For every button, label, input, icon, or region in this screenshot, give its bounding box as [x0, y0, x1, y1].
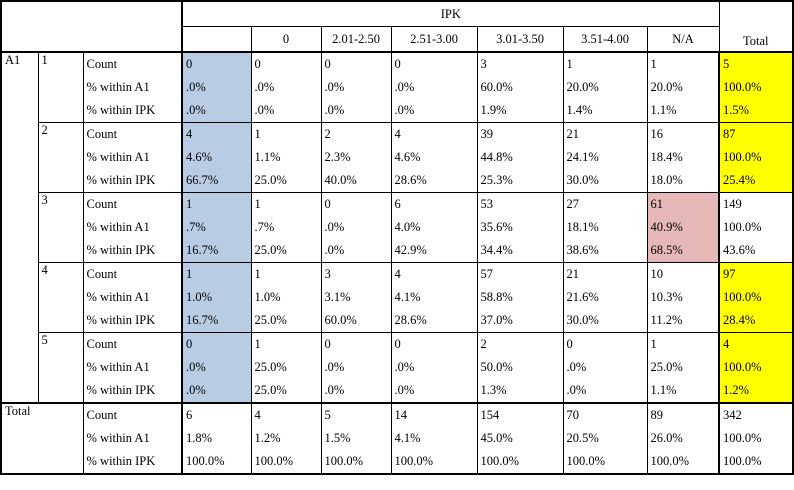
- value-cell: 1: [182, 263, 251, 287]
- value-cell: 25.0%: [647, 356, 719, 379]
- value-cell: 5: [321, 403, 391, 427]
- value-cell: .7%: [182, 216, 251, 239]
- value-cell: 57: [477, 263, 563, 287]
- row-var-label: A1: [1, 52, 38, 403]
- table-row: [1, 52, 793, 76]
- value-cell: 45.0%: [477, 427, 563, 450]
- value-cell: 0: [251, 52, 321, 76]
- ipk-column-header: 2.01-2.50: [321, 27, 391, 53]
- value-cell: 1.8%: [182, 427, 251, 450]
- value-cell: 38.6%: [563, 239, 647, 263]
- value-cell: 1: [251, 263, 321, 287]
- value-cell: 0: [321, 52, 391, 76]
- table-row: [1, 450, 793, 474]
- value-cell: 27: [563, 193, 647, 217]
- value-cell: 10: [647, 263, 719, 287]
- stat-label: % within IPK: [83, 239, 182, 263]
- table-row: [1, 309, 793, 333]
- value-cell: 1: [182, 193, 251, 217]
- total-cell: 100.0%: [719, 286, 793, 309]
- value-cell: 70: [563, 403, 647, 427]
- stat-label: Count: [83, 333, 182, 357]
- value-cell: 58.8%: [477, 286, 563, 309]
- value-cell: .0%: [321, 76, 391, 99]
- value-cell: 25.3%: [477, 169, 563, 193]
- value-cell: 11.2%: [647, 309, 719, 333]
- total-cell: 87: [719, 123, 793, 147]
- value-cell: 24.1%: [563, 146, 647, 169]
- total-cell: 100.0%: [719, 146, 793, 169]
- total-cell: 4: [719, 333, 793, 357]
- stat-label: % within A1: [83, 216, 182, 239]
- value-cell: 50.0%: [477, 356, 563, 379]
- total-cell: 1.5%: [719, 99, 793, 123]
- value-cell: 35.6%: [477, 216, 563, 239]
- value-cell: 18.4%: [647, 146, 719, 169]
- value-cell: 68.5%: [647, 239, 719, 263]
- value-cell: .0%: [182, 379, 251, 403]
- total-cell: 100.0%: [719, 216, 793, 239]
- value-cell: 28.6%: [391, 169, 477, 193]
- table-row: [1, 99, 793, 123]
- total-column-header: Total: [719, 1, 793, 52]
- value-cell: 89: [647, 403, 719, 427]
- value-cell: 1.1%: [647, 379, 719, 403]
- stat-label: % within IPK: [83, 450, 182, 474]
- total-cell: 97: [719, 263, 793, 287]
- value-cell: 20.0%: [563, 76, 647, 99]
- ipk-group-label: IPK: [182, 1, 719, 27]
- value-cell: 60.0%: [477, 76, 563, 99]
- value-cell: 0: [321, 333, 391, 357]
- value-cell: 100.0%: [563, 450, 647, 474]
- value-cell: .0%: [321, 356, 391, 379]
- stat-label: % within A1: [83, 427, 182, 450]
- value-cell: 25.0%: [251, 379, 321, 403]
- total-cell: 28.4%: [719, 309, 793, 333]
- value-cell: 28.6%: [391, 309, 477, 333]
- value-cell: 16: [647, 123, 719, 147]
- value-cell: 25.0%: [251, 169, 321, 193]
- table-row: [1, 263, 793, 287]
- value-cell: 40.9%: [647, 216, 719, 239]
- ipk-column-header: 3.51-4.00: [563, 27, 647, 53]
- value-cell: 2: [477, 333, 563, 357]
- value-cell: 34.4%: [477, 239, 563, 263]
- value-cell: 4: [391, 123, 477, 147]
- value-cell: 4: [182, 123, 251, 147]
- value-cell: 42.9%: [391, 239, 477, 263]
- ipk-column-header: N/A: [647, 27, 719, 53]
- value-cell: 1: [251, 123, 321, 147]
- value-cell: 0: [391, 333, 477, 357]
- group-label: 2: [38, 123, 83, 193]
- value-cell: 100.0%: [477, 450, 563, 474]
- value-cell: 0: [391, 52, 477, 76]
- value-cell: 30.0%: [563, 169, 647, 193]
- value-cell: .0%: [251, 76, 321, 99]
- total-cell: 100.0%: [719, 450, 793, 474]
- stat-label: Count: [83, 403, 182, 427]
- value-cell: .0%: [391, 99, 477, 123]
- value-cell: 100.0%: [251, 450, 321, 474]
- value-cell: 1.4%: [563, 99, 647, 123]
- header-row-group: [1, 1, 793, 27]
- value-cell: 100.0%: [391, 450, 477, 474]
- stat-label: % within A1: [83, 146, 182, 169]
- value-cell: 21.6%: [563, 286, 647, 309]
- value-cell: 66.7%: [182, 169, 251, 193]
- value-cell: 2: [321, 123, 391, 147]
- stat-label: % within IPK: [83, 99, 182, 123]
- value-cell: .0%: [391, 379, 477, 403]
- value-cell: 40.0%: [321, 169, 391, 193]
- ipk-column-header: 0: [251, 27, 321, 53]
- value-cell: 14: [391, 403, 477, 427]
- value-cell: 1.0%: [251, 286, 321, 309]
- header-corner: [1, 1, 182, 52]
- table-row: [1, 356, 793, 379]
- value-cell: 3: [321, 263, 391, 287]
- table-row: [1, 286, 793, 309]
- value-cell: 10.3%: [647, 286, 719, 309]
- value-cell: 4: [251, 403, 321, 427]
- value-cell: 20.5%: [563, 427, 647, 450]
- table-row: [1, 146, 793, 169]
- table-row: [1, 427, 793, 450]
- total-cell: 100.0%: [719, 356, 793, 379]
- value-cell: 6: [391, 193, 477, 217]
- value-cell: 1.2%: [251, 427, 321, 450]
- value-cell: .0%: [563, 379, 647, 403]
- stat-label: Count: [83, 123, 182, 147]
- value-cell: 1.1%: [647, 99, 719, 123]
- value-cell: .0%: [251, 99, 321, 123]
- value-cell: 25.0%: [251, 239, 321, 263]
- stat-label: % within IPK: [83, 309, 182, 333]
- value-cell: 6: [182, 403, 251, 427]
- table-row: [1, 123, 793, 147]
- value-cell: 39: [477, 123, 563, 147]
- value-cell: 4.0%: [391, 216, 477, 239]
- value-cell: 1.0%: [182, 286, 251, 309]
- total-cell: 43.6%: [719, 239, 793, 263]
- table-row: [1, 216, 793, 239]
- group-label: 5: [38, 333, 83, 404]
- table-row: [1, 76, 793, 99]
- value-cell: 154: [477, 403, 563, 427]
- value-cell: 16.7%: [182, 239, 251, 263]
- value-cell: 0: [182, 52, 251, 76]
- value-cell: .0%: [182, 99, 251, 123]
- total-cell: 1.2%: [719, 379, 793, 403]
- ipk-column-header: [182, 27, 251, 53]
- value-cell: .0%: [182, 76, 251, 99]
- stat-label: Count: [83, 263, 182, 287]
- value-cell: 25.0%: [251, 309, 321, 333]
- table-row: [1, 193, 793, 217]
- value-cell: 1: [563, 52, 647, 76]
- table-row: [1, 403, 793, 427]
- value-cell: 21: [563, 263, 647, 287]
- value-cell: .0%: [563, 356, 647, 379]
- value-cell: 60.0%: [321, 309, 391, 333]
- value-cell: .0%: [391, 356, 477, 379]
- stat-label: % within A1: [83, 286, 182, 309]
- total-cell: 342: [719, 403, 793, 427]
- value-cell: 4: [391, 263, 477, 287]
- value-cell: 44.8%: [477, 146, 563, 169]
- group-label: 4: [38, 263, 83, 333]
- stat-label: Count: [83, 52, 182, 76]
- stat-label: % within IPK: [83, 379, 182, 403]
- ipk-column-header: 3.01-3.50: [477, 27, 563, 53]
- value-cell: .0%: [321, 216, 391, 239]
- value-cell: .0%: [182, 356, 251, 379]
- group-label: 1: [38, 52, 83, 123]
- value-cell: 3: [477, 52, 563, 76]
- value-cell: 2.3%: [321, 146, 391, 169]
- value-cell: 4.6%: [182, 146, 251, 169]
- value-cell: 1.1%: [251, 146, 321, 169]
- group-label: 3: [38, 193, 83, 263]
- value-cell: 37.0%: [477, 309, 563, 333]
- value-cell: 20.0%: [647, 76, 719, 99]
- value-cell: 1.9%: [477, 99, 563, 123]
- value-cell: 53: [477, 193, 563, 217]
- stat-label: % within A1: [83, 76, 182, 99]
- value-cell: 1: [647, 333, 719, 357]
- value-cell: 4.1%: [391, 286, 477, 309]
- stat-label: % within IPK: [83, 169, 182, 193]
- value-cell: .0%: [391, 76, 477, 99]
- table-row: [1, 239, 793, 263]
- table-row: [1, 379, 793, 403]
- value-cell: 61: [647, 193, 719, 217]
- value-cell: 100.0%: [182, 450, 251, 474]
- value-cell: .0%: [321, 99, 391, 123]
- value-cell: 1.5%: [321, 427, 391, 450]
- stat-label: Count: [83, 193, 182, 217]
- total-cell: 100.0%: [719, 76, 793, 99]
- value-cell: .0%: [321, 379, 391, 403]
- value-cell: 1: [647, 52, 719, 76]
- total-cell: 149: [719, 193, 793, 217]
- value-cell: 26.0%: [647, 427, 719, 450]
- ipk-column-header: 2.51-3.00: [391, 27, 477, 53]
- value-cell: 1: [251, 193, 321, 217]
- value-cell: 30.0%: [563, 309, 647, 333]
- value-cell: 100.0%: [321, 450, 391, 474]
- stat-label: % within A1: [83, 356, 182, 379]
- value-cell: 18.0%: [647, 169, 719, 193]
- value-cell: 18.1%: [563, 216, 647, 239]
- value-cell: 3.1%: [321, 286, 391, 309]
- value-cell: 0: [563, 333, 647, 357]
- value-cell: 16.7%: [182, 309, 251, 333]
- total-cell: 100.0%: [719, 427, 793, 450]
- value-cell: 0: [182, 333, 251, 357]
- table-row: [1, 333, 793, 357]
- value-cell: 21: [563, 123, 647, 147]
- value-cell: .7%: [251, 216, 321, 239]
- total-cell: 5: [719, 52, 793, 76]
- table-row: [1, 169, 793, 193]
- value-cell: 0: [321, 193, 391, 217]
- value-cell: 4.6%: [391, 146, 477, 169]
- value-cell: 25.0%: [251, 356, 321, 379]
- total-row-label: Total: [1, 403, 83, 474]
- value-cell: .0%: [321, 239, 391, 263]
- total-cell: 25.4%: [719, 169, 793, 193]
- value-cell: 4.1%: [391, 427, 477, 450]
- value-cell: 1.3%: [477, 379, 563, 403]
- value-cell: 100.0%: [647, 450, 719, 474]
- value-cell: 1: [251, 333, 321, 357]
